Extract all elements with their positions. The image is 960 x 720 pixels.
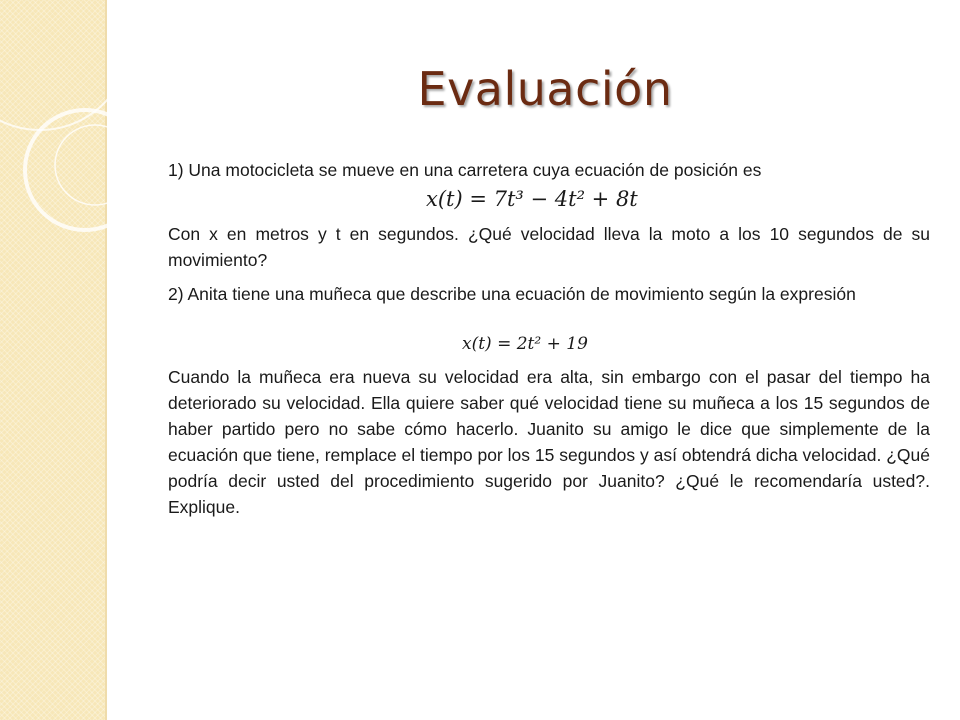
question-2-intro: 2) Anita tiene una muñeca que describe una ecuación de movimiento según la expresión [168, 284, 856, 304]
decorative-circle-small [55, 125, 135, 205]
question-1-equation: x(t) = 7t³ − 4t² + 8t [426, 187, 638, 211]
question-1-text: Con x en metros y t en segundos. ¿Qué velocidad lleva la moto a los 10 segundos de su movimiento? [168, 224, 930, 270]
question-2-equation: x(t) = 2t² + 19 [462, 334, 588, 354]
decorative-circle-large [0, 0, 130, 130]
question-1-intro: 1) Una motocicleta se mueve en una carretera cuya ecuación de posición es [168, 160, 762, 180]
decorative-circle-medium [25, 110, 145, 230]
question-2-text: Cuando la muñeca era nueva su velocidad era alta, sin embargo con el pasar del tiempo ha deteriorado su velocidad. Ella quiere saber qué velocidad tiene su muñeca a los 15 segundos de haber partido pero no sabe cómo hacerlo. Juanito su amigo le dice que simplemente de la ecuación que tiene, remplace el tiempo por los 15 segundos y así obtendrá dicha velocidad. ¿Qué podría decir usted del procedimiento sugerido por Juanito? ¿Qué le recomendaría usted?. Explique. [168, 367, 930, 517]
slide-title: Evaluación [417, 62, 673, 116]
